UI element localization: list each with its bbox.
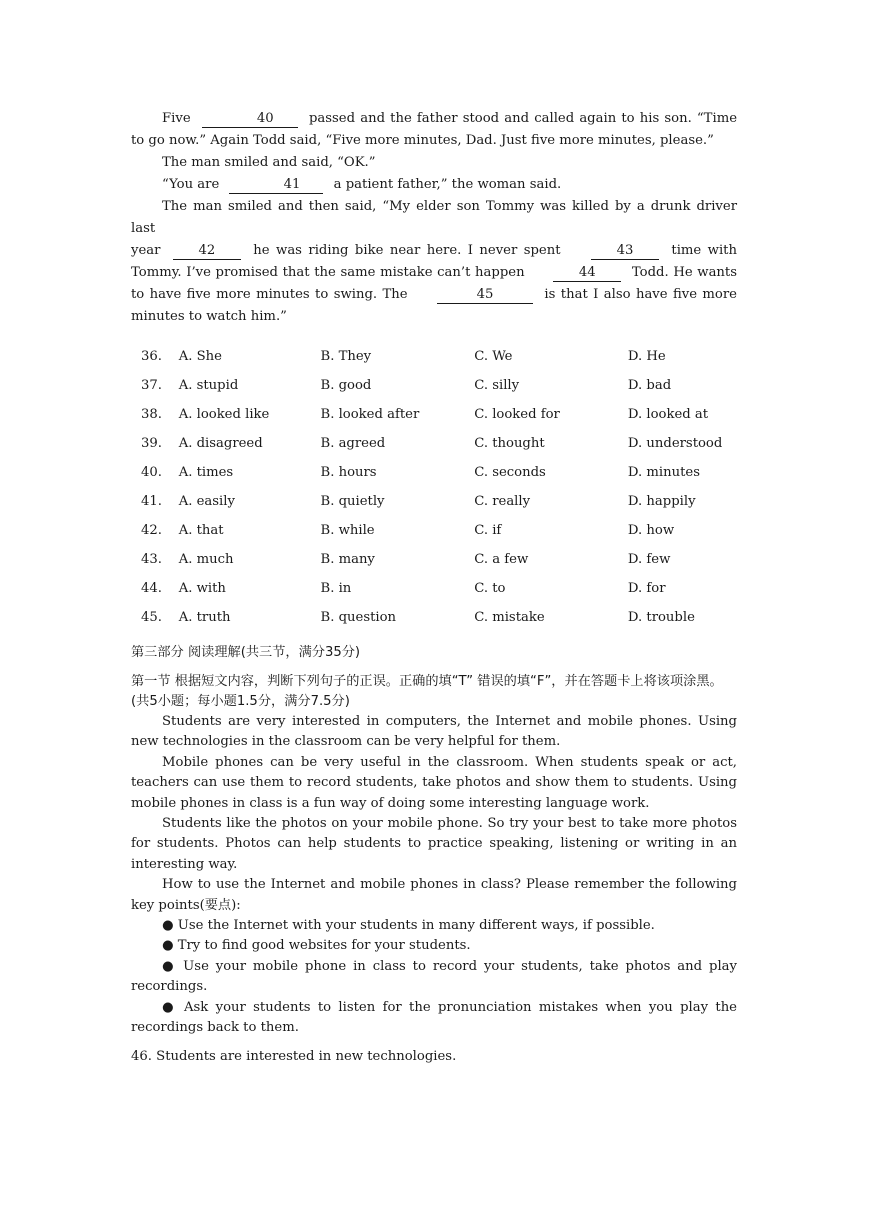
bullet-point-2: ● Try to find good websites for your students.: [162, 938, 471, 954]
reading-paragraph-4: How to use the Internet and mobile phones in class? Please remember the following key points(要点):: [131, 877, 737, 913]
option-row: 36. A. She B. They C. We D. He: [141, 349, 666, 364]
options-list: [131, 342, 737, 632]
blank-40[interactable]: 40: [202, 111, 298, 128]
passage-paragraph-1: Five 40 passed and the father stood and called again to his son. “Time to go now.” Again Todd said, “Five more minutes, Dad. Just five more minutes, please.”: [131, 111, 738, 148]
reading-paragraph-1: Students are very interested in computers, the Internet and mobile phones. Using new technologies in the classroom can be very helpful for them.: [131, 714, 737, 750]
blank-45[interactable]: 45: [437, 287, 533, 304]
bullet-point-3: ● Use your mobile phone in class to record your students, take photos and play recordings.: [131, 958, 737, 995]
blank-42[interactable]: 42: [173, 243, 241, 260]
option-row: 44. A. with B. in C. to D. for: [141, 581, 666, 596]
option-row: 38. A. looked like B. looked after C. looked for D. looked at: [141, 407, 709, 422]
part3-title: 第三部分 阅读理解(共三节，满分35分): [131, 645, 361, 660]
blank-41[interactable]: 41: [229, 177, 323, 194]
option-row: 45. A. truth B. question C. mistake D. trouble: [141, 610, 695, 625]
document-page: [131, 108, 737, 1067]
blank-44[interactable]: 44: [553, 265, 621, 282]
bullet-point-1: ● Use the Internet with your students in many different ways, if possible.: [162, 918, 655, 934]
passage-paragraph-5: year 42 he was riding bike near here. I never spent 43 time with Tommy. I’ve promised that the same mistake can’t happen 44 Todd. He wants to have five more minutes to swing. The 45 is that I also have five more minutes to watch him.”: [131, 243, 737, 324]
option-row: 40. A. times B. hours C. seconds D. minutes: [141, 465, 700, 480]
blank-43[interactable]: 43: [591, 243, 659, 260]
option-row: 37. A. stupid B. good C. silly D. bad: [141, 378, 672, 393]
bullet-point-4: ● Ask your students to listen for the pronunciation mistakes when you play the recordings back to them.: [131, 999, 737, 1036]
option-row: 39. A. disagreed B. agreed C. thought D. understood: [141, 436, 723, 451]
section1-instructions: 第一节 根据短文内容，判断下列句子的正误。正确的填“T” 错误的填“F”，并在答题卡上将该项涂黑。(共5小题；每小题1.5分，满分7.5分): [131, 674, 723, 709]
passage-paragraph-2: The man smiled and said, “OK.”: [162, 155, 376, 170]
option-row: 43. A. much B. many C. a few D. few: [141, 552, 671, 567]
reading-paragraph-3: Students like the photos on your mobile phone. So try your best to take more photos for students. Photos can help students to practice speaking, listening or writing in an interesting way.: [131, 816, 737, 872]
reading-paragraph-2: Mobile phones can be very useful in the classroom. When students speak or act, teachers can use them to record students, take photos and show them to students. Using mobile phones in class is a fun way of doing some interesting language work.: [131, 754, 737, 811]
option-row: 42. A. that B. while C. if D. how: [141, 523, 675, 538]
passage-paragraph-3: “You are 41 a patient father,” the woman said.: [162, 177, 562, 192]
question-46: 46. Students are interested in new technologies.: [131, 1048, 457, 1064]
passage-paragraph-4: The man smiled and then said, “My elder son Tommy was killed by a drunk driver last: [131, 199, 737, 236]
option-row: 41. A. easily B. quietly C. really D. happily: [141, 494, 696, 509]
